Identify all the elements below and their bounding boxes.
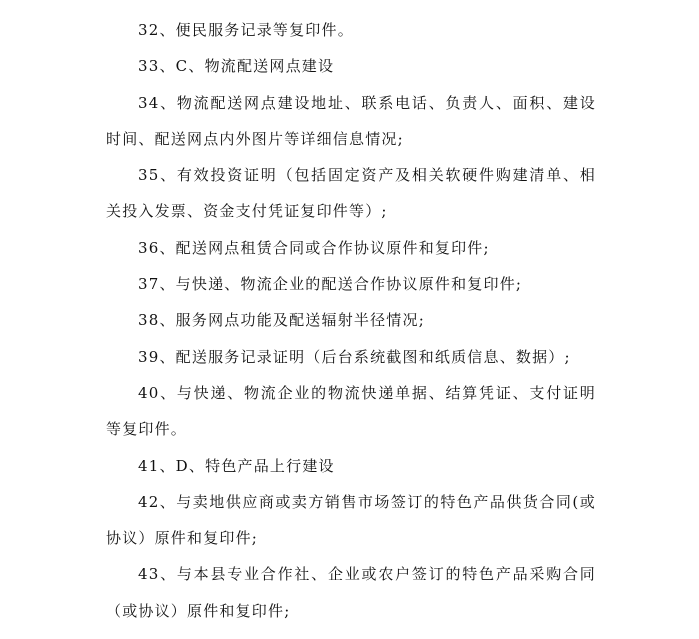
document-body — [106, 12, 596, 629]
section-heading-d: 41、D、特色产品上行建设 — [138, 456, 335, 475]
list-item-38: 38、服务网点功能及配送辐射半径情况; — [138, 311, 425, 330]
list-item-32: 32、便民服务记录等复印件。 — [138, 21, 354, 39]
list-item-37: 37、与快递、物流企业的配送合作协议原件和复印件; — [138, 275, 523, 294]
list-item-39: 39、配送服务记录证明（后台系统截图和纸质信息、数据）; — [138, 347, 571, 366]
list-item-42: 42、与卖地供应商或卖方销售市场签订的特色产品供货合同(或协议）原件和复印件; — [106, 492, 596, 548]
list-item-43: 43、与本县专业合作社、企业或农户签订的特色产品采购合同（或协议）原件和复印件; — [106, 565, 596, 620]
list-item-40: 40、与快递、物流企业的物流快递单据、结算凭证、支付证明等复印件。 — [106, 383, 596, 439]
list-item-36: 36、配送网点租赁合同或合作协议原件和复印件; — [138, 238, 490, 257]
list-item-35: 35、有效投资证明（包括固定资产及相关软硬件购建清单、相关投入发票、资金支付凭证复印件等）; — [106, 166, 596, 221]
list-item-34: 34、物流配送网点建设地址、联系电话、负责人、面积、建设时间、配送网点内外图片等详细信息情况; — [106, 93, 596, 148]
section-heading-c: 33、C、物流配送网点建设 — [138, 57, 335, 76]
